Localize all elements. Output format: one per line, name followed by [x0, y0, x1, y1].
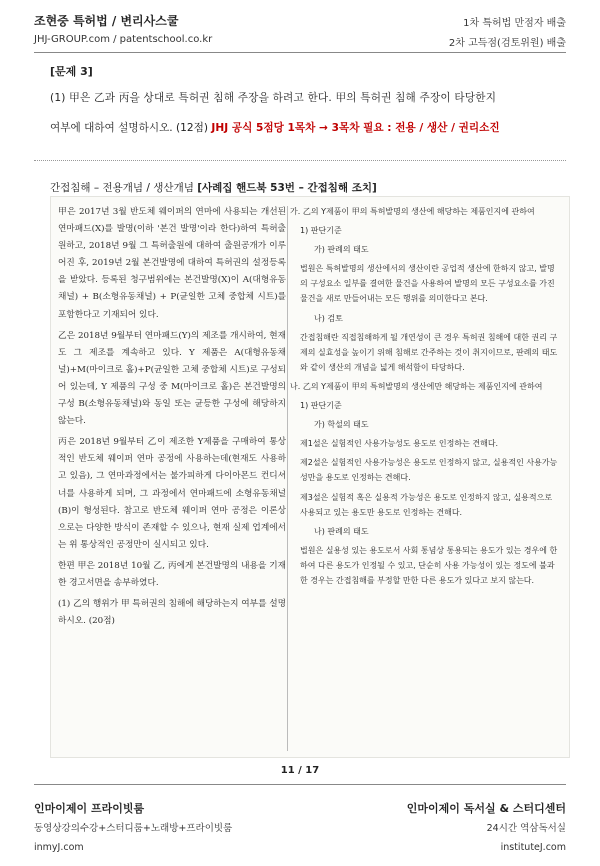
- case-paragraph-1: 甲은 2017년 3월 반도체 웨이퍼의 연마에 사용되는 개선된 연마패드(X)를 발명(이하 '본건 발명'이라 한다)하여 특허출원하고, 2018년 9월 그 특허출원에 대하여 출원공개가 이루어진 후, 2019년 2월 본건발명에 대하여 특허권의 설정등록을 받았다. 등록된 청구범위에는 본건발명(X)이 A(대형유동채널) + B(소형유동채널) + P(균일한 고체 중합체 시트)를 포함한다고 기재되어 있다.: [58, 207, 286, 320]
- question-title: [문제 3]: [50, 65, 93, 78]
- answer-column: [290, 204, 560, 592]
- answer-precedent-text-2: 법원은 실용성 있는 용도로서 사회 통념상 통용되는 용도가 있는 경우에 한하여 다른 용도가 인정될 수 있고, 단순히 사용 가능성이 있는 정도에 불과한 경우는 간접침해를 부정할 만한 다른 용도가 있다고 보지 않는다.: [300, 545, 558, 585]
- answer-precedent-2: 나) 판례의 태도: [314, 526, 369, 536]
- section-reference: [사례집 핸드북 53번 – 간접침해 조치]: [197, 182, 377, 194]
- answer-heading-ga: 가. 乙의 Y제품이 甲의 특허발명의 생산에 해당하는 제품인지에 관하여: [290, 207, 535, 216]
- answer-precedent-1: 가) 판례의 태도: [314, 245, 369, 255]
- answer-precedent-text-1: 법원은 특허발명의 생산에서의 생산이란 공업적 생산에 한하지 않고, 발명의 구성요소 일부를 결여한 물건을 사용하여 발명의 모든 구성요소를 가진 물건을 새로 만들어내는 모든 행위를 의미한다고 본다.: [300, 264, 555, 304]
- answer-criteria-2: 1) 판단기준: [300, 401, 342, 411]
- case-paragraph-3: 丙은 2018년 9월부터 乙이 제조한 Y제품을 구매하여 통상적인 반도체 웨이퍼 연마 공정에 사용하는데(현재도 사용하고 있음), 그 연마과정에서는 불가피하게 다이아몬드 컨디셔너를 사용하게 되며, 그 과정에서 연마패드에 소형유동채널(B)이 형성된다. 참고로 반도체 웨이퍼 연마 공정은 이론상으로는 다양한 방식이 존재할 수 있으나, 현재 실제 업계에서는 위 통상적인 공정만이 실시되고 있다.: [58, 437, 286, 550]
- footer-left-subtitle: 동영상강의수강+스터디룸+노래방+프라이빗룸: [34, 823, 233, 834]
- header-achievement-2: 2차 고득점(검토위원) 배출: [448, 38, 566, 49]
- answer-theory-1: 제1설은 실험적인 사용가능성도 용도로 인정하는 견해다.: [300, 439, 499, 449]
- section-heading: [50, 180, 377, 195]
- page-number: 11 / 17: [280, 765, 320, 776]
- footer-right-url[interactable]: instituteJ.com: [500, 842, 566, 853]
- answer-review-heading: 나) 검토: [314, 313, 343, 323]
- header-divider: [34, 52, 566, 53]
- footer-right-subtitle: 24시간 역삼독서실: [486, 823, 566, 834]
- header-achievement-1: 1차 특허법 만점자 배출: [463, 18, 566, 29]
- column-separator: [287, 206, 288, 751]
- case-facts-column: [58, 204, 286, 634]
- header-title: 조현중 특허법 / 변리사스쿨: [34, 14, 179, 28]
- section-topic: 간접침해 – 전용개념 / 생산개념: [50, 182, 194, 194]
- answer-theory-3: 제3설은 실험적 혹은 실용적 가능성은 용도로 인정하지 않고, 실용적으로 사용되고 있는 용도만 용도로 인정하는 견해다.: [300, 492, 553, 517]
- footer-divider: [34, 784, 566, 785]
- question-tip-red: JHJ 공식 5점당 1목차 → 3목차 필요 : 전용 / 생산 / 권리소진: [211, 122, 500, 134]
- question-points: 여부에 대하여 설명하시오. (12점): [50, 122, 209, 134]
- question-line-2: [50, 120, 560, 135]
- answer-review-text: 간접침해란 직접침해하게 될 개연성이 큰 경우 특허권 침해에 대한 권리 구제의 실효성을 높이기 위해 침해로 간주하는 것이 취지이므로, 판례의 태도와 같이 생산의 개념을 넓게 해석함이 타당하다.: [300, 332, 558, 372]
- dotted-divider: [34, 160, 566, 161]
- case-paragraph-2: 乙은 2018년 9월부터 연마패드(Y)의 제조를 개시하여, 현재도 그 제조를 계속하고 있다. Y 제품은 A(대형유동채널)+M(마이크로 홀)+P(균일한 고체 중합체 시트)로 구성되어 있는데, Y 제품의 구성 중 M(마이크로 홀)은 본건발명의 구성 B(소형유동채널)와 동일 또는 균등한 구성에 해당하지 않는다.: [58, 330, 286, 427]
- header-website: JHJ-GROUP.com / patentschool.co.kr: [34, 34, 213, 45]
- footer-right-title: 인마이제이 독서실 & 스터디센터: [406, 802, 566, 815]
- footer-left-url[interactable]: inmyJ.com: [34, 842, 84, 853]
- footer-left-title: 인마이제이 프라이빗룸: [34, 802, 145, 815]
- case-question: (1) 乙의 행위가 甲 특허권의 침해에 해당하는지 여부를 설명하시오. (20점): [58, 599, 287, 627]
- question-line-1: (1) 甲은 乙과 丙을 상대로 특허권 침해 주장을 하려고 한다. 甲의 특허권 침해 주장이 타당한지: [50, 92, 497, 104]
- answer-theory-heading: 가) 학설의 태도: [314, 420, 369, 430]
- answer-theory-2: 제2설은 실험적인 사용가능성은 용도로 인정하지 않고, 실용적인 사용가능성만을 용도로 인정하는 견해다.: [300, 458, 558, 483]
- case-paragraph-4: 한편 甲은 2018년 10월 乙, 丙에게 본건발명의 내용을 기재한 경고서면을 송부하였다.: [58, 560, 286, 588]
- answer-heading-na: 나. 乙의 Y제품이 甲의 특허발명의 생산에만 해당하는 제품인지에 관하여: [290, 381, 543, 391]
- answer-criteria-1: 1) 판단기준: [300, 226, 342, 236]
